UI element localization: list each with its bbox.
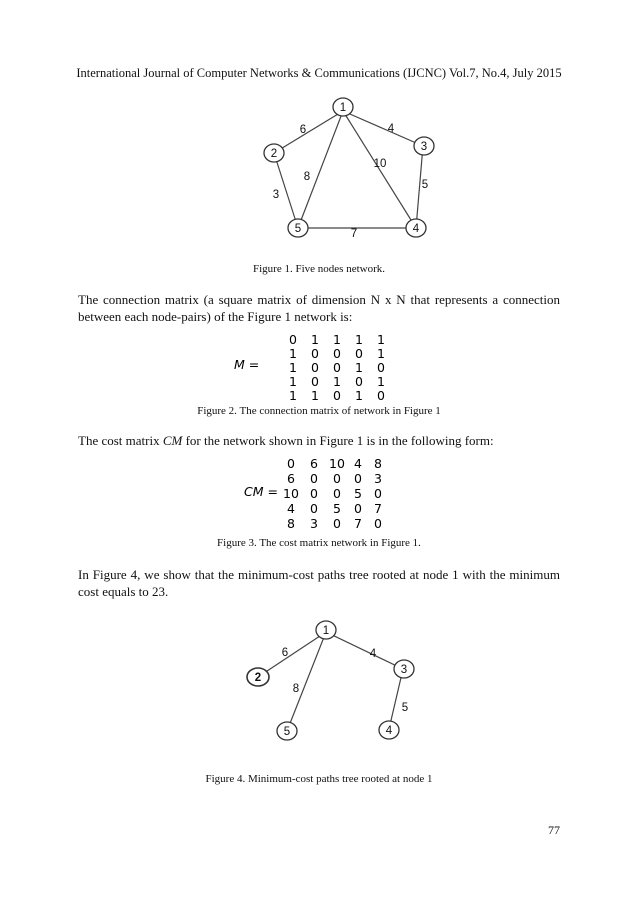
node-2-label: 2 — [270, 148, 278, 160]
paragraph-cost-matrix-text-before: The cost matrix — [78, 433, 163, 448]
matrix-cell: 1 — [377, 346, 385, 361]
edge-1-2 — [274, 111, 343, 153]
node-1-label: 1 — [339, 102, 347, 114]
matrix-cell: 3 — [374, 471, 382, 486]
matrix-cell: 1 — [311, 388, 319, 402]
matrix-cell: 0 — [311, 346, 319, 361]
matrix-cell: 0 — [310, 471, 318, 486]
tree-edge-1-5 — [287, 632, 326, 731]
matrix-cell: 1 — [377, 374, 385, 389]
figure2-caption: Figure 2. The connection matrix of network in Figure 1 — [197, 405, 441, 417]
edge-1-4-weight: 10 — [373, 158, 387, 170]
tree-node-2-label: 2 — [254, 672, 262, 684]
tree-node-4-label: 4 — [385, 725, 393, 737]
matrix-cell: 6 — [310, 456, 318, 471]
matrix-cell: 5 — [354, 486, 362, 501]
matrix-cell: 1 — [355, 388, 363, 402]
edge-1-2-weight: 6 — [299, 124, 307, 136]
figure3-caption: Figure 3. The cost matrix network in Figure 1. — [217, 537, 421, 549]
matrix-cell: 8 — [287, 516, 295, 530]
matrix-cell: 0 — [310, 486, 318, 501]
matrix-cell: 1 — [333, 374, 341, 389]
tree-node-5-label: 5 — [283, 726, 291, 738]
matrix-cell: 0 — [374, 486, 382, 501]
matrix-cell: 0 — [355, 346, 363, 361]
matrix-cell: 7 — [354, 516, 362, 530]
figure4-caption: Figure 4. Minimum-cost paths tree rooted at node 1 — [205, 773, 433, 785]
tree-edge-1-2 — [258, 632, 326, 677]
matrix-cell: 1 — [355, 360, 363, 375]
matrix-cell: 10 — [283, 486, 299, 501]
matrix-cell: 4 — [287, 501, 295, 516]
matrix-cell: 0 — [310, 501, 318, 516]
matrix-cell: 0 — [333, 388, 341, 402]
node-5-label: 5 — [294, 223, 302, 235]
edge-5-4-weight: 7 — [350, 228, 358, 240]
paragraph-cost-matrix-text-after: for the network shown in Figure 1 is in the following form: — [182, 433, 494, 448]
tree-edge-1-2-weight: 6 — [281, 647, 289, 659]
matrix-cell: 1 — [311, 332, 319, 347]
matrix-cell: 7 — [374, 501, 382, 516]
matrix-cm-label: CM = — [244, 484, 278, 499]
node-4-label: 4 — [412, 223, 420, 235]
edge-3-4-weight: 5 — [421, 179, 429, 191]
cost-matrix — [230, 454, 420, 530]
edge-1-3-weight: 4 — [387, 123, 395, 135]
matrix-cell: 0 — [377, 360, 385, 375]
matrix-cell: 1 — [289, 346, 297, 361]
paragraph-cost-matrix — [78, 432, 560, 449]
figure4-tree — [240, 615, 430, 745]
figure1-graph — [250, 95, 440, 245]
matrix-cell: 0 — [333, 486, 341, 501]
connection-matrix — [230, 330, 410, 402]
matrix-cell: 0 — [333, 346, 341, 361]
edge-1-5-weight: 8 — [303, 171, 311, 183]
matrix-cell: 0 — [355, 374, 363, 389]
tree-node-1-label: 1 — [322, 625, 330, 637]
matrix-cell: 0 — [311, 374, 319, 389]
matrix-cell: 0 — [374, 516, 382, 530]
matrix-cell: 10 — [329, 456, 345, 471]
matrix-cell: 1 — [289, 360, 297, 375]
matrix-cell: 0 — [377, 388, 385, 402]
matrix-cell: 1 — [289, 388, 297, 402]
matrix-cell: 0 — [333, 516, 341, 530]
paragraph-connection-matrix: The connection matrix (a square matrix of dimension N x N that represents a connection between each node-pairs) of the Figure 1 network is: — [78, 292, 560, 324]
matrix-cell: 6 — [287, 471, 295, 486]
matrix-cell: 8 — [374, 456, 382, 471]
matrix-cell: 4 — [354, 456, 362, 471]
matrix-cell: 0 — [311, 360, 319, 375]
matrix-cell: 1 — [289, 374, 297, 389]
paragraph-min-cost: In Figure 4, we show that the minimum-cost paths tree rooted at node 1 with the minimum cost equals to 23. — [78, 567, 560, 599]
matrix-cell: 0 — [289, 332, 297, 347]
matrix-cell: 0 — [354, 501, 362, 516]
edge-1-3 — [343, 111, 423, 146]
tree-node-3-label: 3 — [400, 664, 408, 676]
node-3-label: 3 — [420, 141, 428, 153]
paragraph-cost-matrix-symbol: CM — [162, 433, 183, 448]
tree-edge-3-4-weight: 5 — [401, 702, 409, 714]
matrix-cell: 0 — [354, 471, 362, 486]
matrix-cell: 0 — [287, 456, 295, 471]
matrix-m-label: M = — [234, 357, 260, 372]
matrix-cell: 1 — [333, 332, 341, 347]
tree-edge-1-3 — [326, 632, 403, 669]
tree-edge-1-5-weight: 8 — [292, 683, 300, 695]
matrix-cell: 1 — [355, 332, 363, 347]
page-number: 77 — [548, 823, 560, 837]
matrix-cell: 3 — [310, 516, 318, 530]
matrix-cell: 1 — [377, 332, 385, 347]
figure1-caption: Figure 1. Five nodes network. — [253, 263, 385, 275]
edge-2-5-weight: 3 — [272, 189, 280, 201]
matrix-cell: 0 — [333, 471, 341, 486]
matrix-cell: 0 — [333, 360, 341, 375]
journal-header: International Journal of Computer Networks & Communications (IJCNC) Vol.7, No.4, July 2015 — [76, 66, 562, 80]
tree-edge-1-3-weight: 4 — [369, 648, 377, 660]
matrix-cell: 5 — [333, 501, 341, 516]
